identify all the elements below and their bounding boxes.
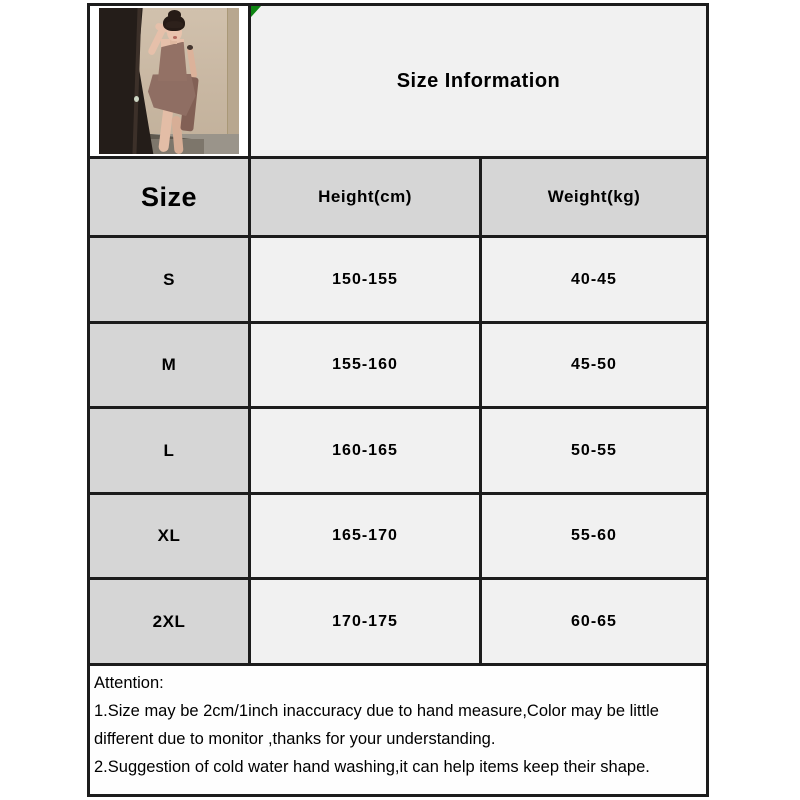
row-label-s: S: [90, 238, 248, 321]
height-cell-s: 150-155: [251, 238, 479, 321]
attention-note-1: 1.Size may be 2cm/1inch inaccuracy due to hand measure,Color may be little different due to monitor ,thanks for your understanding.: [94, 702, 659, 748]
weight-cell-m: 45-50: [482, 324, 706, 406]
weight-cell-xl: 55-60: [482, 495, 706, 577]
weight-cell-l: 50-55: [482, 409, 706, 492]
column-header-size: Size: [90, 159, 248, 235]
column-header-height: Height(cm): [251, 159, 479, 235]
row-label-l: L: [90, 409, 248, 492]
photo-mirror-knob: [134, 96, 139, 102]
row-label-2xl: 2XL: [90, 580, 248, 663]
height-cell-l: 160-165: [251, 409, 479, 492]
column-header-weight: Weight(kg): [482, 159, 706, 235]
attention-heading: Attention:: [94, 674, 164, 692]
weight-cell-s: 40-45: [482, 238, 706, 321]
weight-cell-2xl: 60-65: [482, 580, 706, 663]
photo-dress-bodice: [158, 42, 187, 81]
height-cell-2xl: 170-175: [251, 580, 479, 663]
attention-box: [90, 666, 706, 794]
product-photo-cell: [90, 6, 248, 156]
page-title: Size Information: [396, 69, 561, 92]
photo-dark-mirror: [99, 8, 155, 154]
photo-model-fringe: [166, 21, 184, 28]
height-cell-m: 155-160: [251, 324, 479, 406]
row-label-xl: XL: [90, 495, 248, 577]
product-photo: [99, 8, 239, 154]
row-label-m: M: [90, 324, 248, 406]
height-cell-xl: 165-170: [251, 495, 479, 577]
photo-model-arm-down: [186, 47, 197, 78]
photo-wall-corner: [227, 8, 239, 136]
photo-model-hair-bun: [168, 10, 181, 19]
attention-note-2: 2.Suggestion of cold water hand washing,it can help items keep their shape.: [94, 758, 650, 776]
green-corner-flag-icon: [251, 6, 261, 17]
size-chart-sheet: [87, 3, 709, 797]
title-cell: [251, 6, 706, 156]
